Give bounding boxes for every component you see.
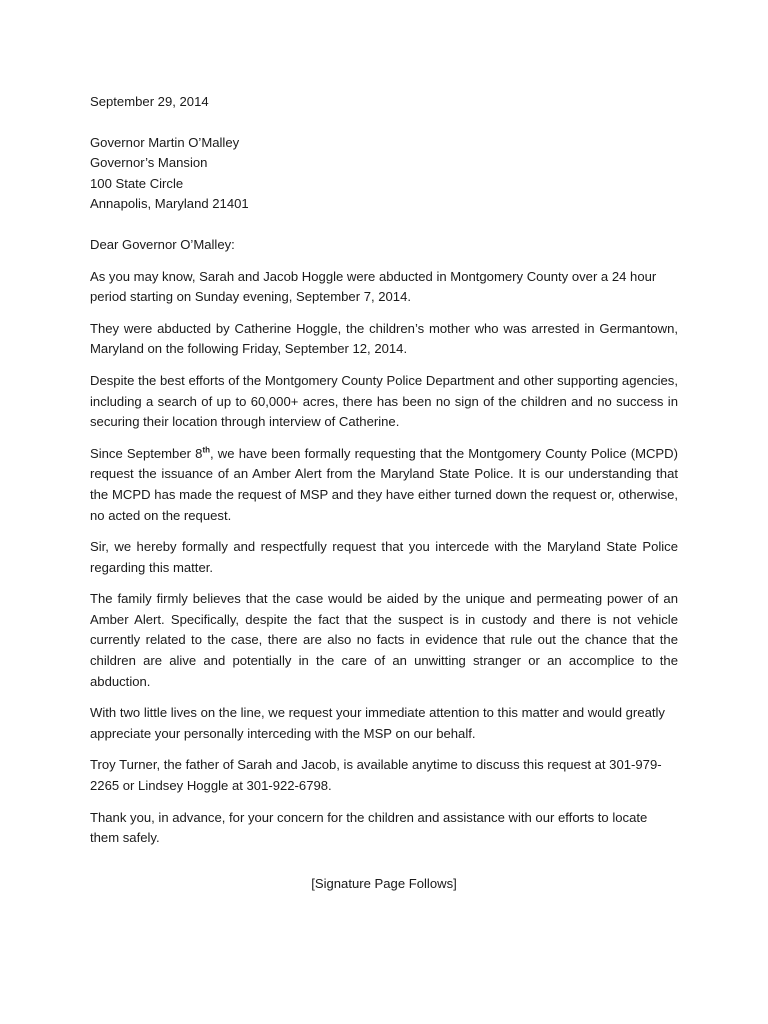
signature-page-note: [Signature Page Follows] <box>311 876 457 891</box>
letter-body <box>90 92 678 860</box>
paragraph-4-rest: , we have been formally requesting that the Montgomery County Police (MCPD) request the issuance of an Amber Alert from the Maryland State Police. It is our understanding that the MCPD has made the request of MSP and they have either turned down the request or, otherwise, no acted on the request. <box>90 445 678 523</box>
paragraph-4-prefix: Since September 8 <box>90 445 203 461</box>
paragraph-6: The family firmly believes that the case would be aided by the unique and permeating power of an Amber Alert. Specifically, despite the fact that the suspect is in custody and there is not vehicle currently related to the case, there are also no facts in evidence that rule out the chance that the children are alive and potentially in the care of an unwitting stranger or an accomplice to the abduction. <box>90 591 678 689</box>
letter-date: September 29, 2014 <box>90 94 209 109</box>
recipient-name: Governor Martin O’Malley <box>90 134 240 150</box>
recipient-street: 100 State Circle <box>90 175 184 191</box>
ordinal-suffix: th <box>202 445 210 455</box>
recipient-org: Governor’s Mansion <box>90 155 208 171</box>
paragraph-4 <box>90 444 678 526</box>
recipient-city: Annapolis, Maryland 21401 <box>90 196 249 212</box>
salutation: Dear Governor O’Malley: <box>90 236 235 252</box>
paragraph-7: With two little lives on the line, we request your immediate attention to this matter and would greatly appreciate your personally interceding with the MSP on our behalf. <box>90 705 665 741</box>
recipient-address <box>90 133 678 215</box>
paragraph-2: They were abducted by Catherine Hoggle, the children’s mother who was arrested in Germantown, Maryland on the following Friday, September 12, 2014. <box>90 320 678 357</box>
paragraph-9: Thank you, in advance, for your concern for the children and assistance with our efforts to locate them safely. <box>90 809 648 846</box>
paragraph-3: Despite the best efforts of the Montgomery County Police Department and other supporting agencies, including a search of up to 60,000+ acres, there has been no sign of the children and no success in securing their location through interview of Catherine. <box>90 372 678 430</box>
paragraph-1: As you may know, Sarah and Jacob Hoggle were abducted in Montgomery County over a 24 hour period starting on Sunday evening, September 7, 2014. <box>90 268 657 305</box>
paragraph-8: Troy Turner, the father of Sarah and Jacob, is available anytime to discuss this request at 301-979-2265 or Lindsey Hoggle at 301-922-6798. <box>90 757 662 794</box>
paragraph-5: Sir, we hereby formally and respectfully request that you intercede with the Maryland State Police regarding this matter. <box>90 539 678 575</box>
